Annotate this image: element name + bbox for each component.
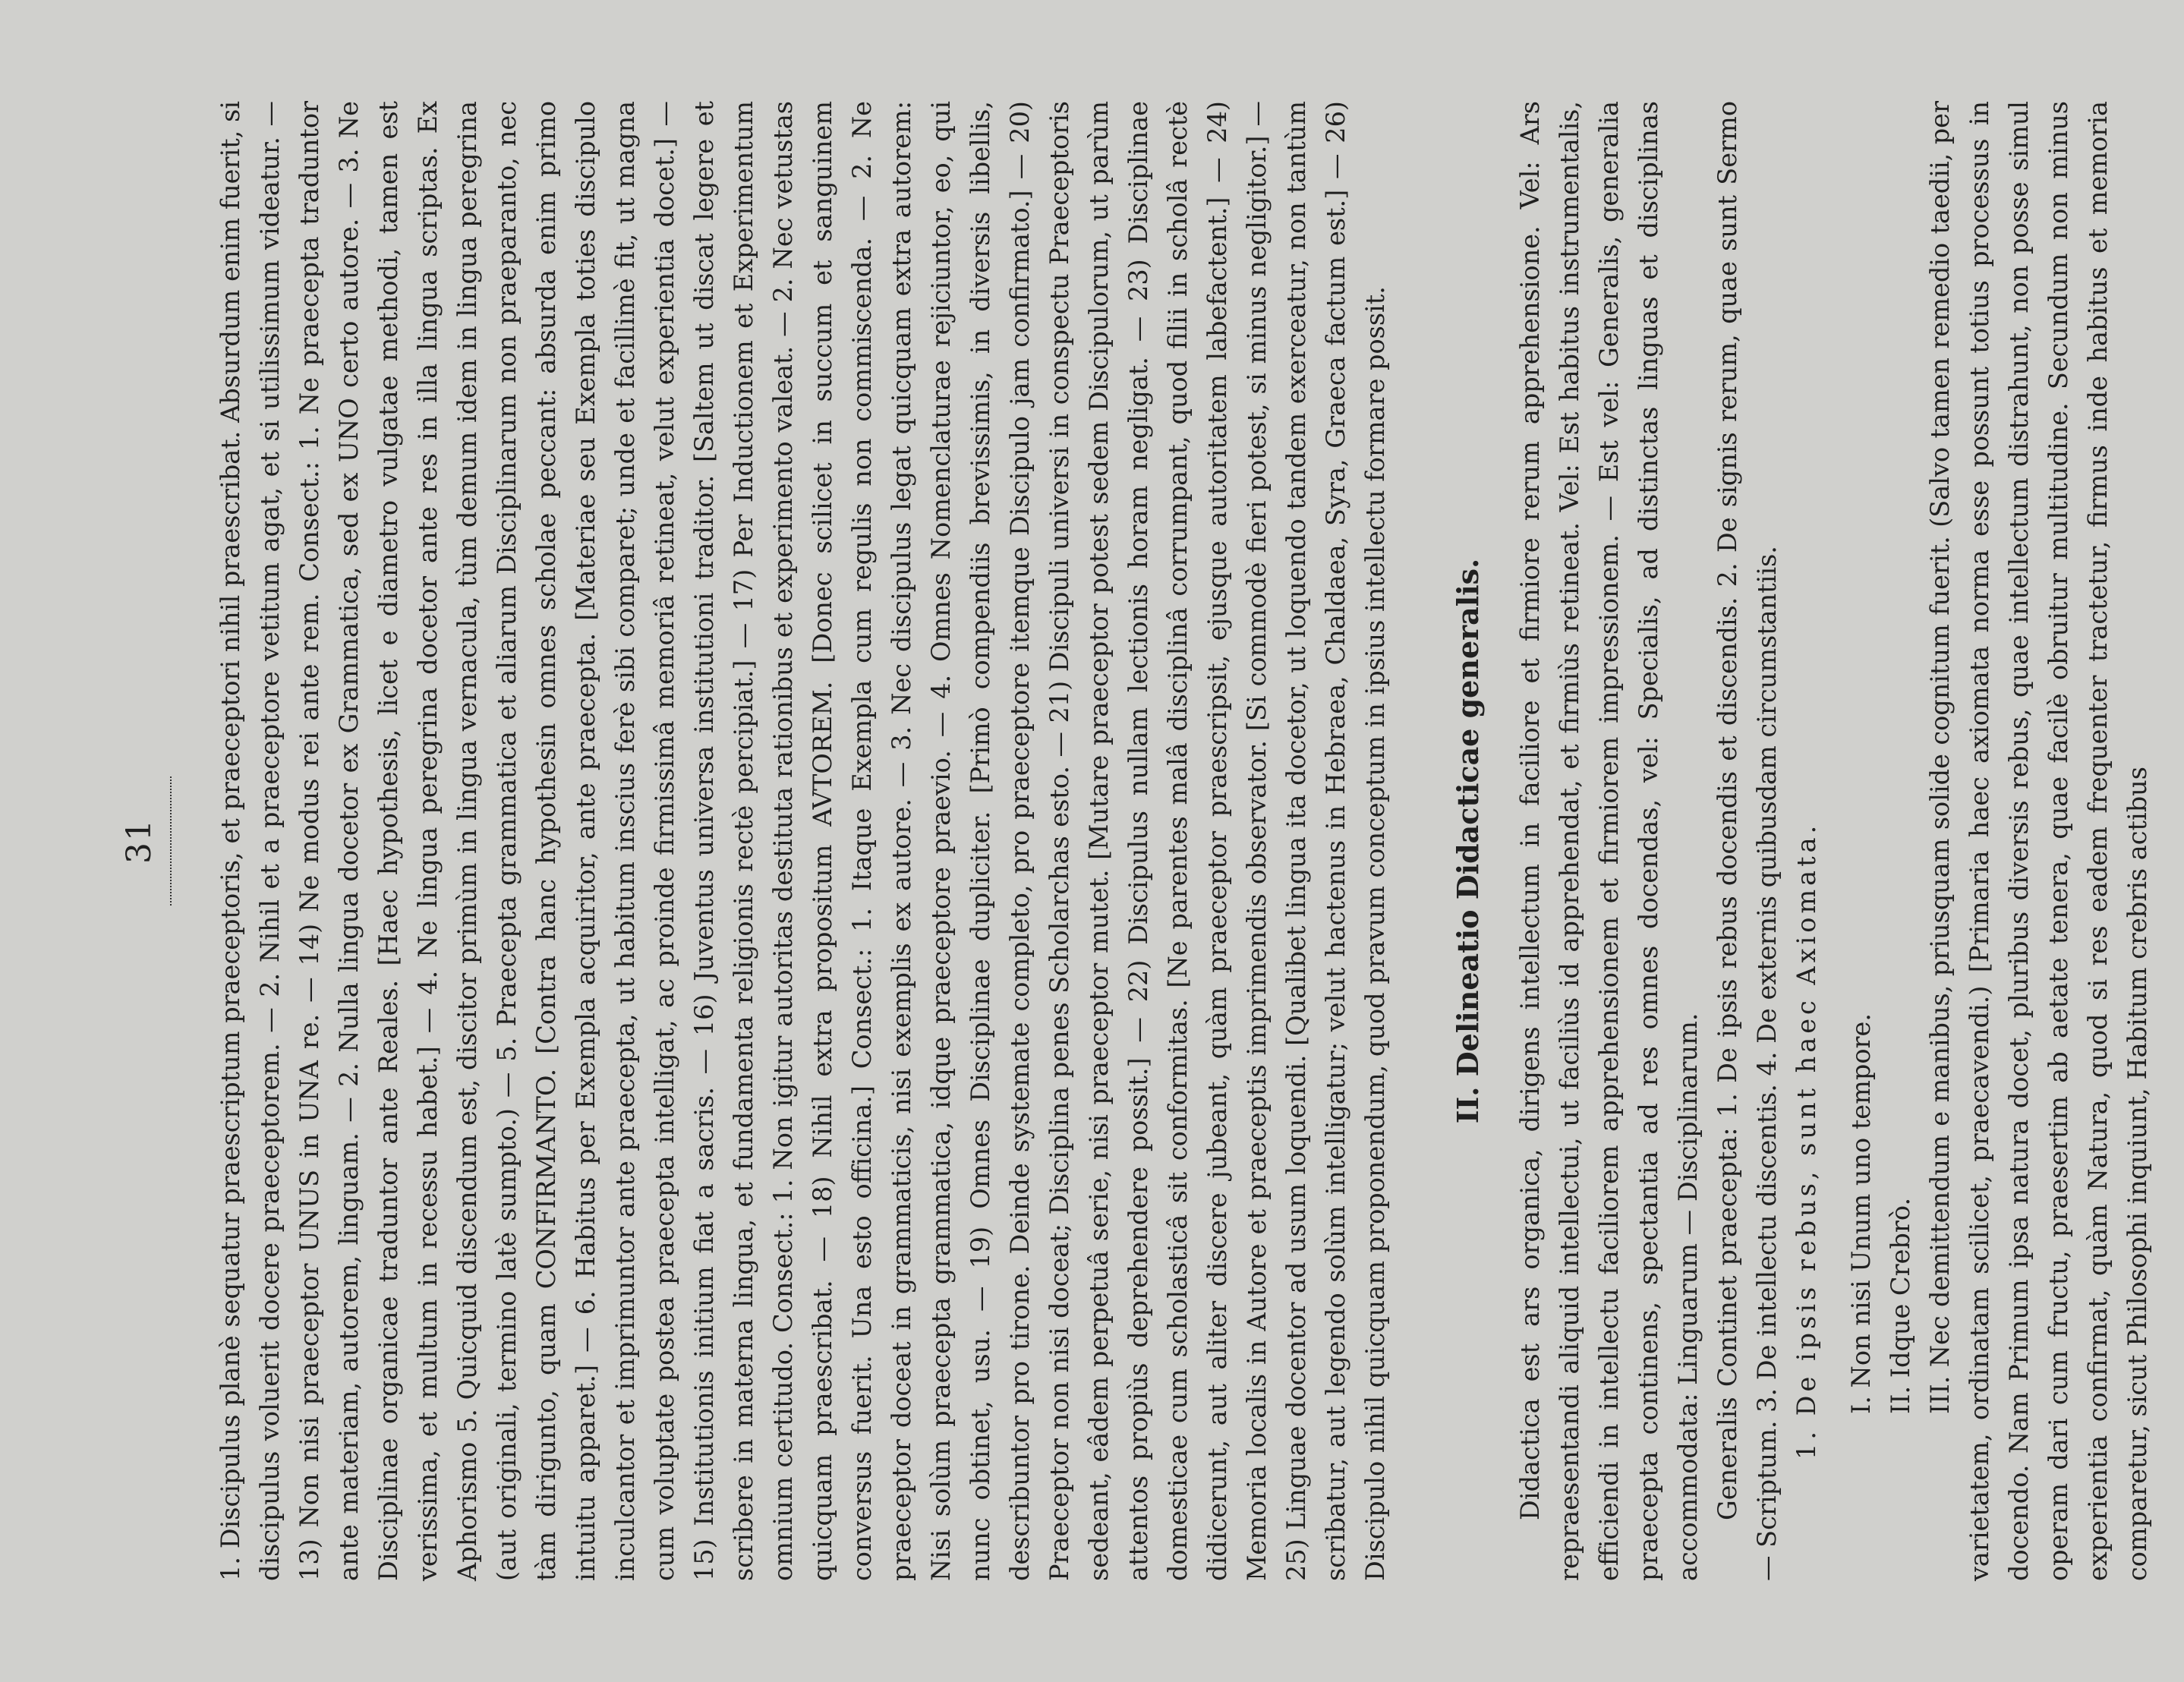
- paragraph: Didactica est ars organica, dirigens intellectum in faciliore et firmiore rerum apprehensione. Vel: Ars repraesentandi aliquid intellectui, ut faciliùs id apprehendat, et firmiùs retineat. Vel: Est habitus instrumentalis, efficiendi in intellectu faciliorem apprehensionem et firmiorem impressionem. — Est vel: Generalis, generalia praecepta continens, spectantia ad res omnes docendas, vel: Specialis, ad distinctas linguas et disciplinas accommodata: Linguarum — Disciplinarum.: [1515, 101, 1703, 1581]
- axiom-paragraph: III. Nec demittendum e manibus, priusquam solide cognitum fuerit. (Salvo tamen remedio taedii, per varietatem, ordinatam scilicet, praecavendi.) [Primaria haec axiomata norma esse possunt totius processus in docendo. Nam Primum ipsa natura docet, pluribus diversis rebus, quae intellectum distrahunt, non posse simul operam dari cum fructu, praesertim ab aetate tenera, quae facilè obruitur multitudine. Secundum non minus experientia confirmat, quàm Natura, quod si res eadem frequenter tractetur, firmus inde habitus et memoria comparetur, sicut Philosophi inquiunt, Habitum crebris actibus: [1925, 101, 2152, 1581]
- rotated-book-page: [105, 78, 2152, 1604]
- paragraph: Generalis Continet praecepta: 1. De ipsis rebus docendis et discendis. 2. De signis rerum, quae sunt Sermo — Scriptum. 3. De intellectu discentis. 4. De externis quibusdam circumstantiis.: [1713, 101, 1782, 1581]
- page-number: 31: [120, 818, 159, 864]
- section-heading: II. Delineatio Didacticae generalis.: [1451, 558, 1485, 1124]
- axiom-line: II. Idque Crebrò.: [1886, 1197, 1915, 1414]
- subheading: 1. De ipsis rebus, sunt haec Axiomata.: [1792, 821, 1821, 1460]
- page-body: [211, 101, 2157, 1581]
- folio-ornament-rule: [170, 776, 175, 906]
- paragraph: 1. Discipulus planè sequatur praescriptum praeceptoris, et praeceptori nihil praescribat. Absurdum enim fuerit, si discipulus voluerit docere praeceptorem. — 2. Nihil et a praeceptore vetitum agat, et si utilissimum videatur. — 13) Non nisi praeceptor UNUS in UNA re. — 14) Ne modus rei ante rem. Consect.: 1. Ne praecepta traduntor ante materiam, autorem, linguam. — 2. Nulla lingua docetor ex Grammatica, sed ex UNO certo autore. — 3. Ne Disciplinae organicae traduntor ante Reales. [Haec hypothesis, licet e diametro vulgatae methodi, tamen est verissima, et multum in recessu habet.] — 4. Ne lingua peregrina docetor ante res in illa lingua scriptas. Ex Aphorismo 5. Quicquid discendum est, discitor primùm in lingua vernacula, tùm demum idem in lingua peregrina (aut originali, termino latè sumpto.) — 5. Praecepta grammatica et aliarum Disciplinarum non praeparanto, nec tàm dirigunto, quam CONFIRMANTO. [Contra hanc hypothesin omnes scholae peccant: absurda enim primo intuitu apparet.] — 6. Habitus per Exempla acquiritor, ante praecepta. [Materiae seu Exempla toties discipulo inculcantor et imprimuntor ante praecepta, ut habitum inscius ferè sibi comparet; unde et facillimè fit, ut magna cum voluptate postea praecepta intelligat, ac proinde firmissimâ memoriâ retineat, velut experientia docet.] — 15) Institutionis initium fiat a sacris. — 16) Juventus universa institutioni traditor. [Saltem ut discat legere et scribere in materna lingua, et fundamenta religionis rectè percipiat.] — 17) Per Inductionem et Experimentum omnium certitudo. Consect.: 1. Non igitur autoritas destituta rationibus et experimento valeat. — 2. Nec vetustas quicquam praescribat. — 18) Nihil extra propositum AVTOREM. [Donec scilicet in succum et sanguinem conversus fuerit. Una esto officina.] Consect.: 1. Itaque Exempla cum regulis non commiscenda. — 2. Ne praeceptor doceat in grammaticis, nisi exemplis ex autore. — 3. Nec discipulus legat quicquam extra autorem: Nisi solùm praecepta grammatica, idque praeceptore praevio. — 4. Omnes Nomenclaturae rejiciuntor, eo, qui nunc obtinet, usu. — 19) Omnes Disciplinae dupliciter. [Primò compendiis brevissimis, in diversis libellis, describuntor pro tirone. Deinde systemate completo, pro praeceptore itemque Discipulo jam confirmato.] — 20) Praeceptor non nisi doceat; Disciplina penes Scholarchas esto. — 21) Discipuli universi in conspectu Praeceptoris sedeant, eâdem perpetuâ serie, nisi praeceptor mutet. [Mutare praeceptor potest sedem Discipulorum, ut parùm attentos propiùs deprehendere possit.] — 22) Discipulus nullam lectionis horam negligat. — 23) Disciplinae domesticae cum scholasticâ sit conformitas. [Ne parentes malâ disciplinâ corrumpant, quod filii in scholâ rectè didicerunt, aut aliter discere jubeant, quàm praeceptor praescripsit, ejusque autoritatem labefactent.] — 24) Memoria localis in Autore et praeceptis imprimendis observator. [Si commodè fieri potest, si minus negligitor.] — 25) Linguae docentor ad usum loquendi. [Qualibet lingua ita docetor, ut loquendo tandem exerceatur, non tantùm scribatur, aut legendo solùm intelligatur; velut hactenus in Hebraea, Chaldaea, Syra, Graeca factum est.] — 26) Discipulo nihil quicquam proponendum, quod pravum conceptum in ipsius intellectu formare possit.: [216, 101, 1390, 1581]
- axiom-line: I. Non nisi Unum uno tempore.: [1846, 1013, 1876, 1414]
